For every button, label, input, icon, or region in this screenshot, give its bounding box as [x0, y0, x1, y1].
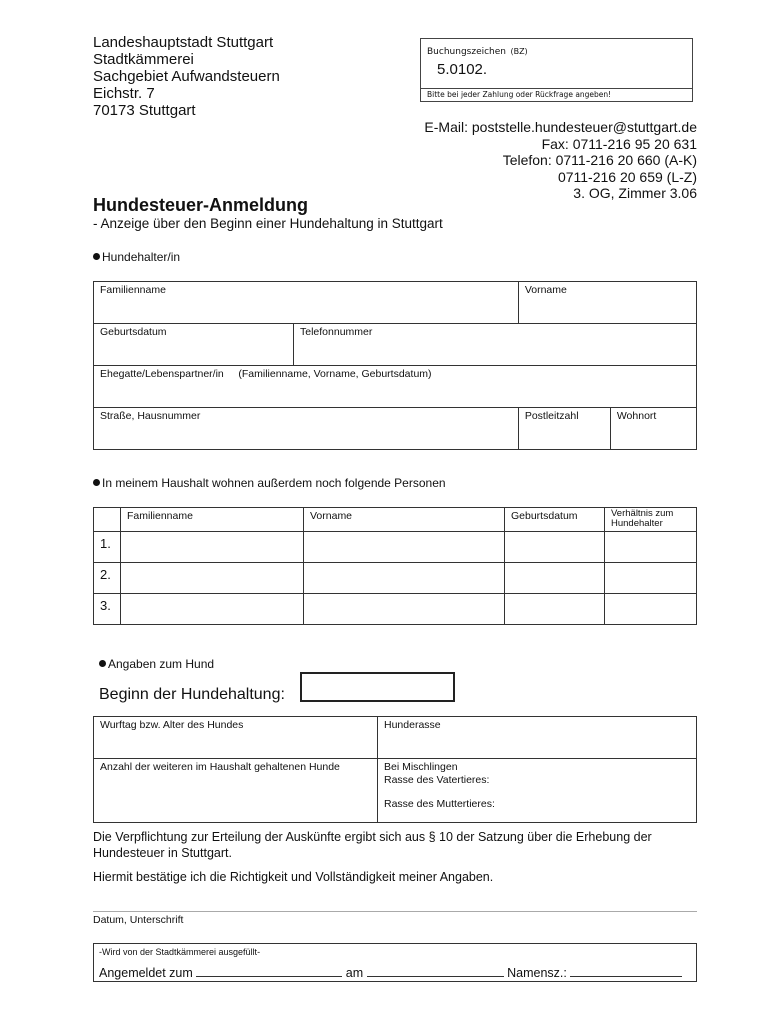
table-cell[interactable]: [121, 563, 304, 594]
confirm-text: Hiermit bestätige ich die Richtigkeit und Vollständigkeit meiner Angaben.: [93, 870, 494, 884]
form-title: Hundesteuer-Anmeldung: [93, 195, 309, 215]
am-blank: [367, 966, 504, 977]
table-cell[interactable]: [121, 594, 304, 625]
table-cell[interactable]: [605, 563, 697, 594]
anzahl-hunde-field[interactable]: Anzahl der weiteren im Haushalt gehaltenen Hunde: [94, 759, 378, 823]
muttertier-label: Rasse des Muttertieres:: [384, 798, 495, 810]
namensz-label: Namensz.:: [507, 966, 567, 980]
office-note: -Wird von der Stadtkämmerei ausgefüllt-: [99, 947, 261, 957]
address-line: Landeshauptstadt Stuttgart: [93, 34, 274, 51]
legal-text: Die Verpflichtung zur Erteilung der Auskünfte ergibt sich aus § 10 der Satzung über die Erhebung der Hundesteuer in Stuttgart.: [93, 830, 652, 860]
column-header: Geburtsdatum: [505, 508, 605, 532]
vorname-field[interactable]: Vorname: [518, 282, 696, 324]
office-use-box: [93, 943, 697, 982]
table-row: [94, 594, 697, 625]
familienname-field[interactable]: Familienname: [94, 282, 519, 324]
table-row: [94, 532, 697, 563]
strasse-field[interactable]: Straße, Hausnummer: [94, 408, 519, 450]
vatertier-label: Rasse des Vatertieres:: [384, 773, 490, 786]
geburtsdatum-field[interactable]: Geburtsdatum: [94, 324, 294, 366]
plz-field[interactable]: Postleitzahl: [518, 408, 610, 450]
wurftag-field[interactable]: Wurftag bzw. Alter des Hundes: [94, 717, 378, 759]
buchungszeichen-label: Buchungszeichen: [427, 47, 506, 57]
table-cell[interactable]: [304, 563, 505, 594]
mischling-field[interactable]: [378, 759, 697, 823]
hunderasse-field[interactable]: Hunderasse: [378, 717, 697, 759]
buchungszeichen-value[interactable]: 5.0102.: [437, 61, 488, 78]
ehegatte-field[interactable]: Ehegatte/Lebenspartner/in (Familienname, Vorname, Geburtsdatum): [94, 366, 697, 408]
address-line: Stadtkämmerei: [93, 51, 194, 68]
table-cell[interactable]: [304, 532, 505, 563]
haushalt-table: [93, 507, 697, 625]
column-header: Vorname: [304, 508, 505, 532]
halter-table: [93, 281, 697, 450]
table-cell[interactable]: [605, 532, 697, 563]
contact-block: [424, 119, 697, 202]
section-heading-haushalt: In meinem Haushalt wohnen außerdem noch folgende Personen: [93, 476, 446, 490]
column-header: Verhältnis zum Hundehalter: [605, 508, 697, 532]
section-heading-hund: Angaben zum Hund: [99, 657, 214, 671]
am-label: am: [345, 966, 364, 980]
bullet-icon: [93, 253, 100, 260]
signature-label: Datum, Unterschrift: [93, 914, 184, 926]
row-number: 2.: [94, 563, 121, 594]
table-cell[interactable]: [304, 594, 505, 625]
beginn-input[interactable]: [300, 672, 455, 702]
row-number: 3.: [94, 594, 121, 625]
telefonnummer-field[interactable]: Telefonnummer: [294, 324, 697, 366]
sender-address: [93, 34, 280, 119]
hund-table: [93, 716, 697, 823]
contact-room: 3. OG, Zimmer 3.06: [573, 185, 697, 201]
table-row: [94, 563, 697, 594]
table-cell[interactable]: [121, 532, 304, 563]
contact-email: E-Mail: poststelle.hundesteuer@stuttgart.de: [424, 119, 697, 135]
column-header: Familienname: [121, 508, 304, 532]
angemeldet-blank: [196, 966, 342, 977]
beginn-label: Beginn der Hundehaltung:: [99, 686, 285, 703]
contact-fax: Fax: 0711-216 95 20 631: [541, 135, 697, 152]
angemeldet-label: Angemeldet zum: [99, 966, 193, 980]
table-cell[interactable]: [505, 532, 605, 563]
row-number: 1.: [94, 532, 121, 563]
row-number-header: [94, 508, 121, 532]
table-cell[interactable]: [605, 594, 697, 625]
office-row: [99, 966, 682, 980]
buchungszeichen-box: [420, 38, 693, 102]
address-line: Eichstr. 7: [93, 85, 155, 102]
bullet-icon: [99, 660, 106, 667]
contact-phone-lz: 0711-216 20 659 (L-Z): [557, 168, 697, 185]
form-subtitle: - Anzeige über den Beginn einer Hundehaltung in Stuttgart: [93, 216, 443, 231]
table-cell[interactable]: [505, 594, 605, 625]
signature-line[interactable]: [93, 911, 697, 912]
section-heading-halter: Hundehalter/in: [93, 250, 180, 264]
address-line: 70173 Stuttgart: [93, 102, 196, 119]
address-line: Sachgebiet Aufwandsteuern: [93, 68, 280, 85]
wohnort-field[interactable]: Wohnort: [610, 408, 696, 450]
namensz-blank: [570, 966, 682, 977]
contact-phone-ak: Telefon: 0711-216 20 660 (A-K): [502, 152, 697, 168]
buchungszeichen-note: Bitte bei jeder Zahlung oder Rückfrage angeben!: [427, 90, 612, 99]
table-cell[interactable]: [505, 563, 605, 594]
bullet-icon: [93, 479, 100, 486]
buchungszeichen-label-suffix: (BZ): [510, 47, 528, 56]
mischling-label: Bei Mischlingen: [384, 761, 458, 773]
